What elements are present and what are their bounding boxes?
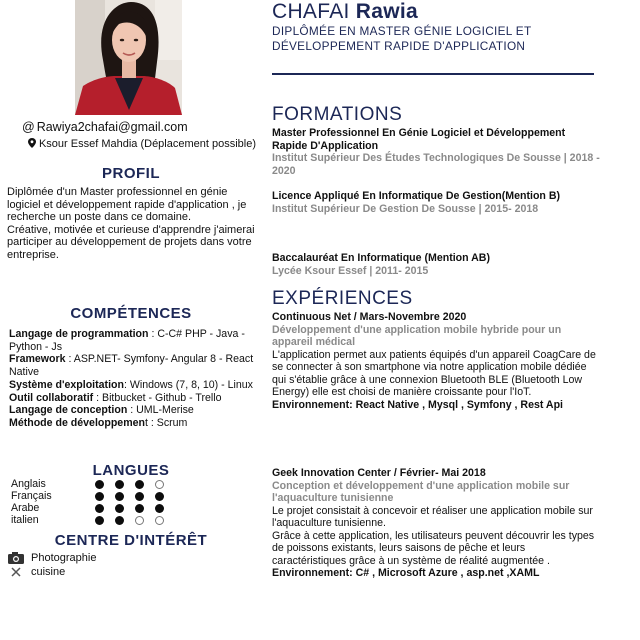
level-dot-filled [135,480,144,489]
level-dot-filled [95,516,104,525]
formation-item [272,252,602,277]
language-level [95,504,164,513]
level-dot-empty [155,480,164,489]
experience-environment: Environnement: React Native , Mysql , Symfony , Rest Api [272,398,564,411]
language-name: Anglais [11,478,46,490]
skill-item: Framework : ASP.NET- Symfony- Angular 8 - React Native [9,353,254,379]
level-dot-filled [115,504,124,513]
language-row [11,490,181,502]
location-pin-icon [28,138,36,148]
formation-school: Institut Supérieur Des Études Technologiques De Sousse | 2018 - 2020 [272,152,600,177]
formation-degree: Baccalauréat En Informatique (Mention AB) [272,252,490,264]
skills-heading: COMPÉTENCES [70,305,192,322]
profile-paragraph-2: Créative, motivée et curieuse d'apprendre j'aimerai participer au développement de projets dans votre entreprise. [7,223,255,261]
experience-project: Développement d'une application mobile hybride pour un appareil médical [272,323,562,348]
skill-item: Méthode de développement : Scrum [9,416,188,429]
language-name: Arabe [11,502,40,514]
interest-label: Photographie [31,552,97,564]
formation-item [272,190,602,215]
experience-item [272,467,602,580]
language-name: italien [11,514,39,526]
contact-email[interactable] [22,120,188,134]
formation-school: Lycée Ksour Essef | 2011- 2015 [272,264,429,277]
experience-project: Conception et développement d'une application mobile sur l'aquaculture tunisienne [272,479,570,504]
languages-heading: LANGUES [92,462,170,479]
language-row [11,502,181,514]
level-dot-filled [115,516,124,525]
language-level [95,480,164,489]
experience-company: Continuous Net / Mars-Novembre 2020 [272,311,467,323]
location-text: Ksour Essef Mahdia (Déplacement possible) [38,138,257,150]
interests-list [6,551,96,579]
level-dot-filled [135,492,144,501]
formation-degree: Licence Appliqué En Informatique De Gestion(Mention B) [272,190,561,202]
formation-degree: Master Professionnel En Génie Logiciel et Développement Rapide D'Application [272,127,566,152]
level-dot-empty [155,516,164,525]
first-name: Rawia [355,0,418,23]
experience-company: Geek Innovation Center / Février- Mai 2018 [272,467,486,479]
skill-item: Système d'exploitation: Windows (7, 8, 10) - Linux [9,378,253,391]
candidate-name [272,0,418,24]
at-icon: @ [22,120,35,134]
skills-list [9,328,259,430]
level-dot-filled [115,492,124,501]
experience-item [272,311,602,411]
email-text: Rawiya2chafai@gmail.com [36,120,188,134]
profile-photo [75,0,182,115]
formation-school: Institut Supérieur De Gestion De Sousse | 2015- 2018 [272,202,539,215]
profile-paragraph-1: Diplômée d'un Master professionnel en génie logiciel et développement rapide d'application , je recherche un poste dans ce domaine. [7,186,247,224]
level-dot-filled [155,492,164,501]
contact-location [24,138,260,151]
language-level [95,516,164,525]
interest-item [6,551,96,565]
level-dot-empty [135,516,144,525]
last-name: CHAFAI [272,0,350,23]
header-divider [272,73,594,75]
skill-item: Outil collaboratif : Bitbucket - Github - Trello [9,391,222,404]
experience-description: Grâce à cette application, les utilisateurs peuvent découvrir les types de poissons existants, leurs saisons de pêche et leurs caractéristiques grâce à un système de réalité augmentée . [272,529,595,567]
skill-item: Langage de programmation : C-C# PHP - Java - Python - Js [9,328,245,353]
level-dot-filled [135,504,144,513]
level-dot-filled [115,480,124,489]
languages-list [11,478,181,526]
skill-item: Langage de conception : UML-Merise [9,404,194,417]
profile-text [7,186,255,262]
language-row [11,514,181,526]
language-row [11,478,181,490]
formations-heading: FORMATIONS [272,104,403,125]
level-dot-filled [155,504,164,513]
interest-label: cuisine [31,566,66,578]
language-level [95,492,164,501]
utensils-icon [6,566,26,578]
interests-heading: CENTRE D'INTÉRÊT [54,532,208,549]
experience-description: L'application permet aux patients équipés d'un appareil CoagCare de se connecter à son smartphone via notre application mobile dédiée qui s'établie grâce à une connexion Bluetooth BLE (Bluetooth Low Energy) elle est choisi de manière croissante pour l'IoT. [272,348,596,398]
language-name: Français [11,490,52,502]
right-column [270,0,632,640]
camera-icon [6,552,26,564]
interest-item [6,565,96,579]
experience-environment: Environnement: C# , Microsoft Azure , asp.net ,XAML [272,567,540,579]
level-dot-filled [95,480,104,489]
level-dot-filled [95,492,104,501]
formation-item [272,127,602,177]
experience-description: Le projet consistait à concevoir et réaliser une application mobile sur l'aquaculture tunisienne. [272,504,593,529]
profile-heading: PROFIL [102,165,160,182]
left-column [0,0,262,640]
experiences-heading: EXPÉRIENCES [272,288,413,309]
level-dot-filled [95,504,104,513]
job-subtitle: DIPLÔMÉE EN MASTER GÉNIE LOGICIEL ET DÉVELOPPEMENT RAPIDE D'APPLICATION [272,24,532,53]
